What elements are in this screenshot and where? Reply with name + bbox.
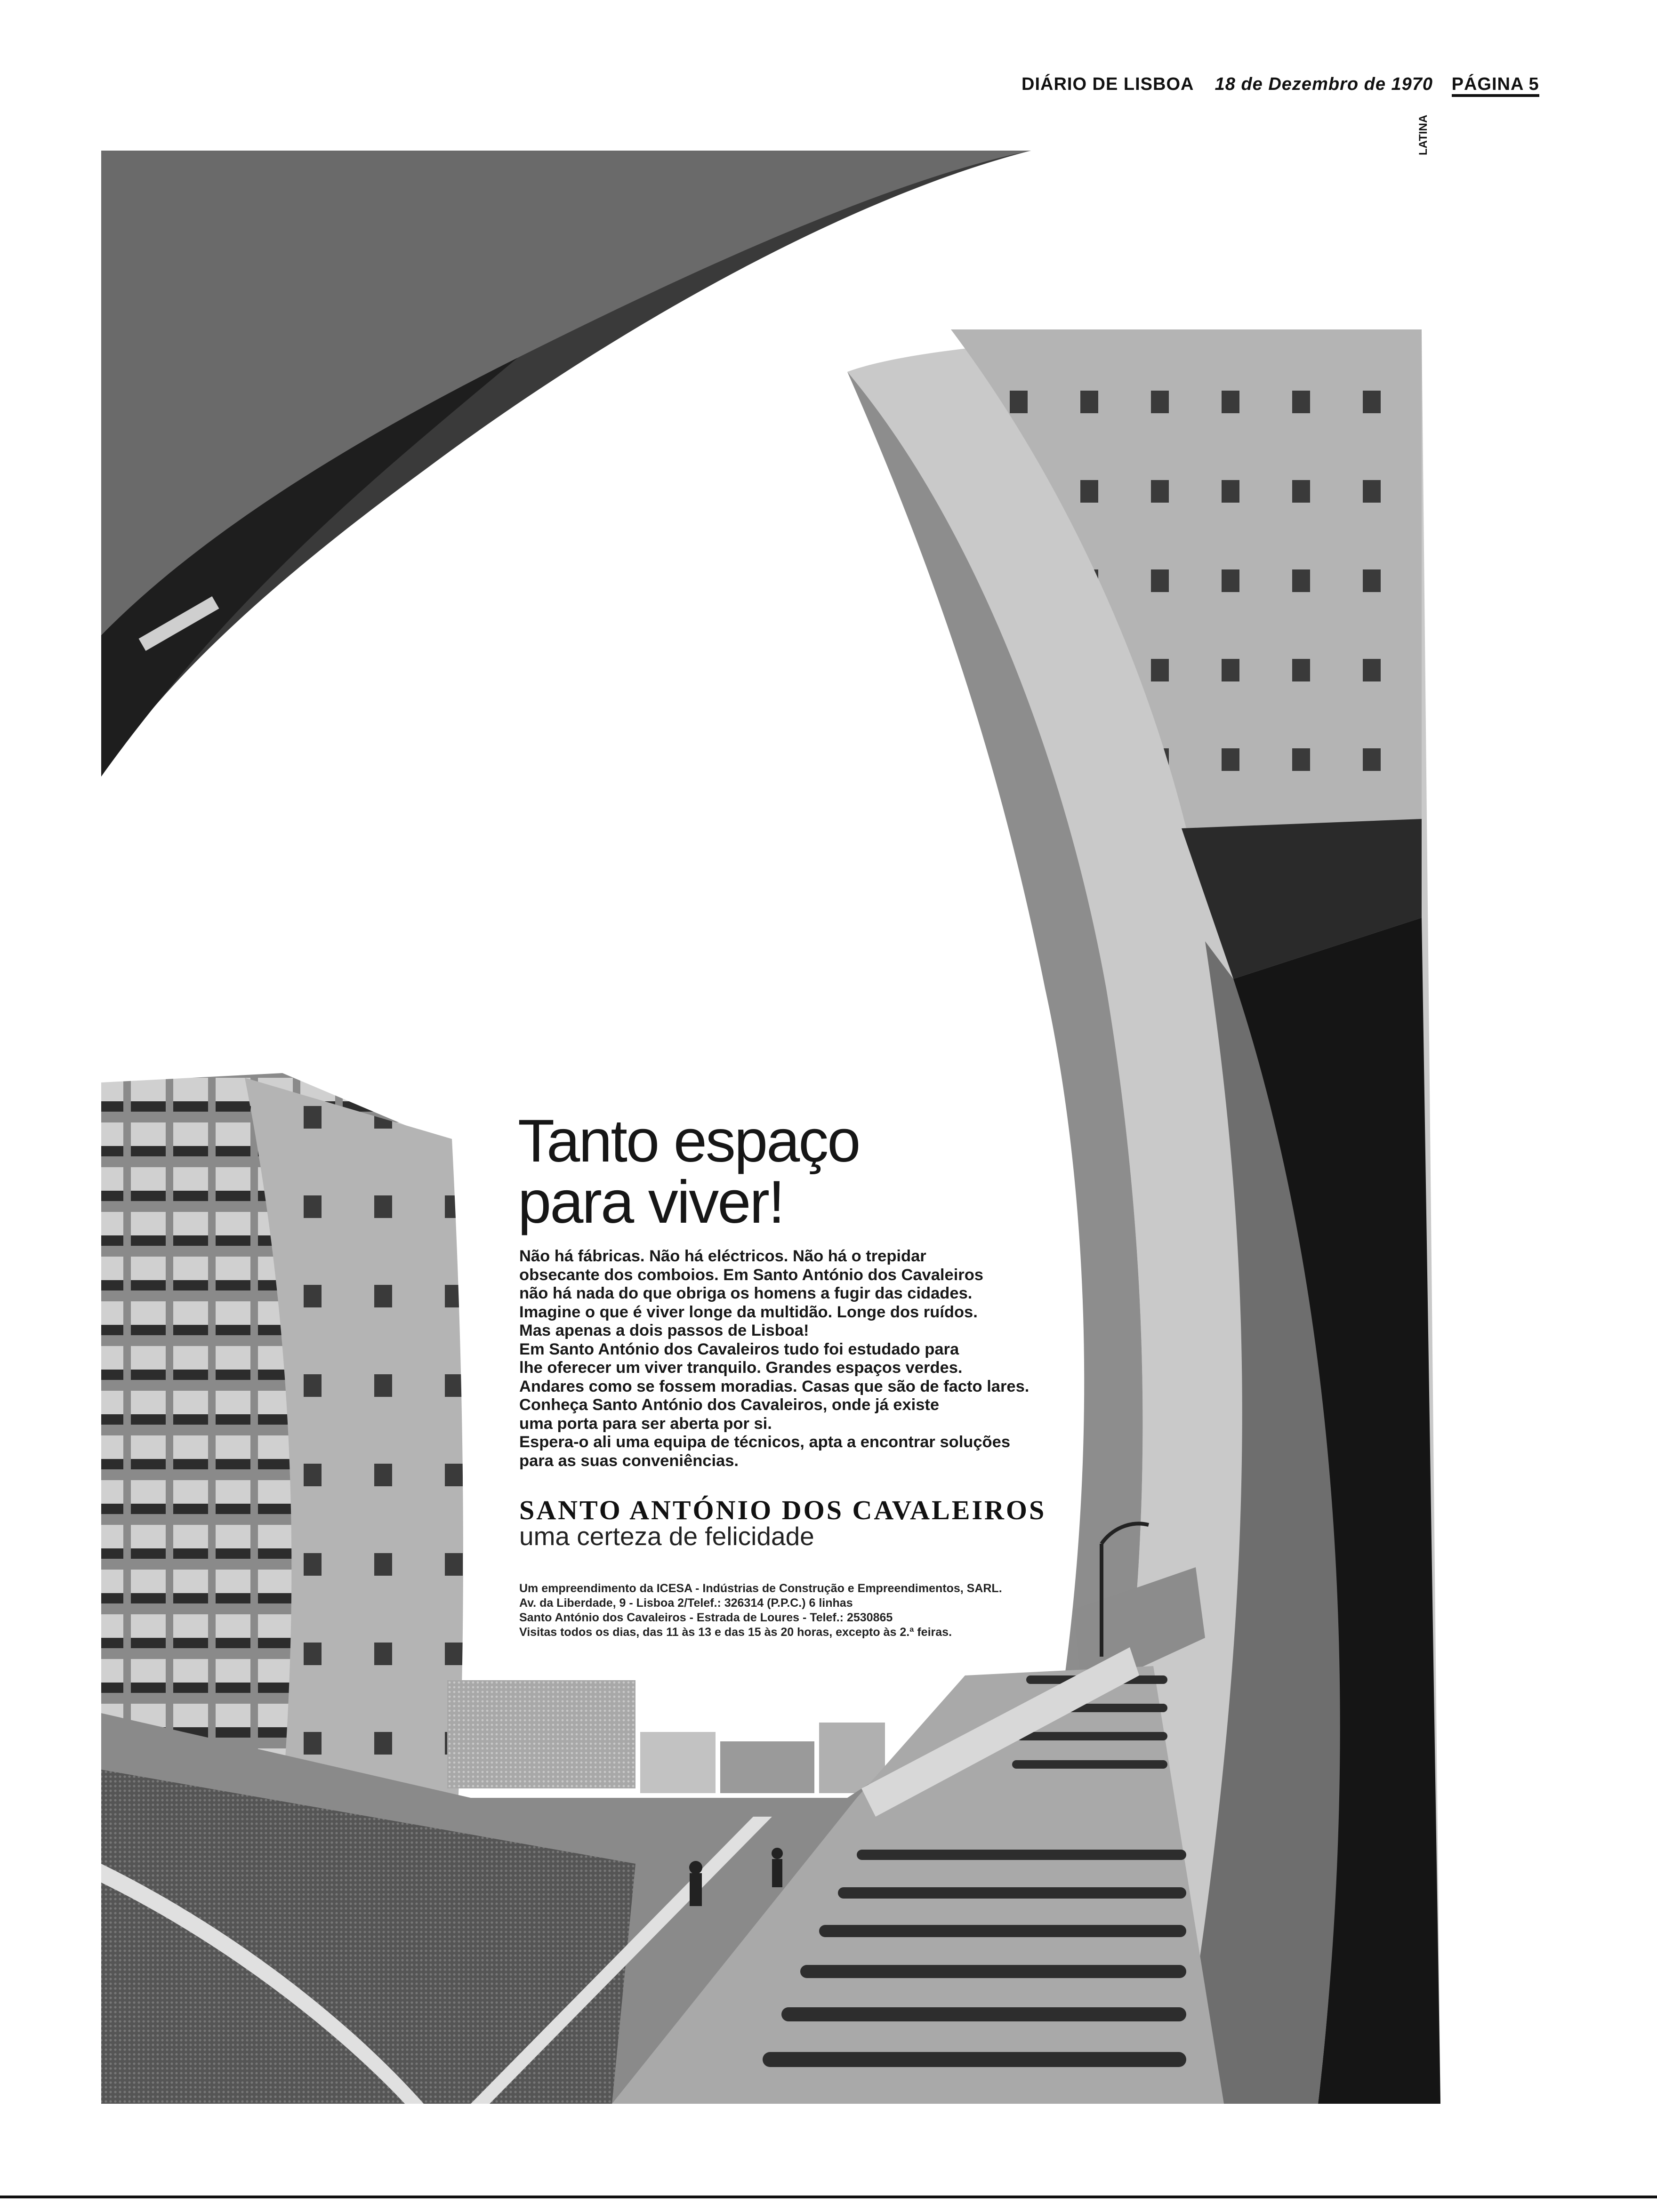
body-line: Andares como se fossem moradias. Casas que são de facto lares. (519, 1377, 1030, 1395)
newspaper-masthead (1022, 74, 1539, 98)
headline-line-2: para viver! (518, 1169, 784, 1236)
body-line: para as suas conveniências. (519, 1451, 739, 1470)
page-bottom-rule (0, 2196, 1657, 2198)
body-line: não há nada do que obriga os homens a fugir das cidades. (519, 1284, 973, 1302)
publication-date: 18 de Dezembro de 1970 (1215, 74, 1433, 94)
body-line: Conheça Santo António dos Cavaleiros, onde já existe (519, 1396, 940, 1414)
ad-footer-contact (519, 1581, 1131, 1640)
footer-line: Um empreendimento da ICESA - Indústrias de Construção e Empreendimentos, SARL. (519, 1582, 1002, 1595)
agency-credit: LATINA (1417, 114, 1430, 155)
footer-line: Av. da Liberdade, 9 - Lisboa 2/Telef.: 326314 (P.P.C.) 6 linhas (519, 1596, 853, 1610)
newspaper-name: DIÁRIO DE LISBOA (1022, 74, 1194, 94)
body-line: uma porta para ser aberta por si. (519, 1414, 772, 1433)
body-line: Mas apenas a dois passos de Lisboa! (519, 1322, 809, 1339)
footer-line: Visitas todos os dias, das 11 às 13 e das 15 às 20 horas, excepto às 2.ª feiras. (519, 1626, 952, 1639)
body-line: Imagine o que é viver longe da multidão. Longe dos ruídos. (519, 1303, 978, 1321)
footer-line: Santo António dos Cavaleiros - Estrada de Loures - Telef.: 2530865 (519, 1611, 893, 1624)
ad-headline (518, 1107, 941, 1236)
ad-body-copy (519, 1247, 1089, 1470)
brand-tagline: uma certeza de felicidade (519, 1522, 814, 1551)
body-line: Não há fábricas. Não há eléctricos. Não há o trepidar (519, 1247, 926, 1265)
brand-name: SANTO ANTÓNIO DOS CAVALEIROS (519, 1495, 1046, 1525)
body-line: Espera-o ali uma equipa de técnicos, apta a encontrar soluções (519, 1433, 1011, 1451)
headline-line-1: Tanto espaço (518, 1107, 860, 1175)
body-line: Em Santo António dos Cavaleiros tudo foi estudado para (519, 1340, 959, 1358)
page-number: PÁGINA 5 (1452, 74, 1539, 97)
body-line: obsecante dos comboios. Em Santo António dos Cavaleiros (519, 1266, 983, 1284)
body-line: lhe oferecer um viver tranquilo. Grandes espaços verdes. (519, 1359, 963, 1377)
